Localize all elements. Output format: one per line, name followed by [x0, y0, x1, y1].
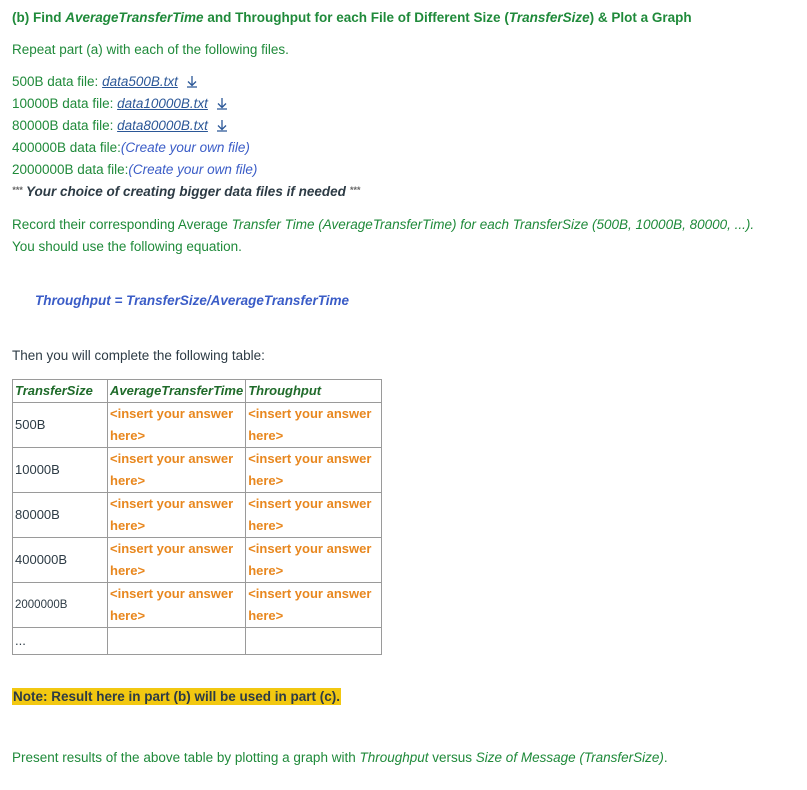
present-e: .	[663, 750, 668, 765]
file-item-80000b	[12, 118, 228, 133]
table-row	[13, 538, 382, 583]
heading-suffix: ) & Plot a Graph	[589, 10, 692, 25]
heading-term-avg: AverageTransferTime	[65, 10, 204, 25]
download-link-data10000b[interactable]: data10000B.txt	[117, 96, 208, 111]
cell-avg: <insert your answer here>	[108, 493, 246, 538]
download-icon[interactable]	[216, 119, 228, 132]
cell-throughput: <insert your answer here>	[246, 583, 382, 628]
cell-empty	[246, 628, 382, 655]
cell-size: 500B	[13, 403, 108, 448]
choice-line	[12, 184, 360, 199]
cell-throughput: <insert your answer here>	[246, 493, 382, 538]
file-item-2000000b	[12, 162, 257, 177]
file-label: 400000B data file:	[12, 140, 121, 155]
section-heading	[12, 10, 692, 25]
repeat-text: Repeat part (a) with each of the following files.	[12, 42, 289, 57]
cell-avg: <insert your answer here>	[108, 403, 246, 448]
cell-throughput: <insert your answer here>	[246, 403, 382, 448]
table-row	[13, 403, 382, 448]
heading-mid: and Throughput for each File of Different Size (	[203, 10, 509, 25]
download-icon[interactable]	[186, 75, 198, 88]
record-text-b: Transfer Time (AverageTransferTime) for each TransferSize (500B, 10000B, 80000, ...).	[231, 217, 755, 232]
download-link-data500b[interactable]: data500B.txt	[102, 74, 178, 89]
record-line-1	[12, 217, 754, 232]
cell-size: 400000B	[13, 538, 108, 583]
throughput-equation: Throughput = TransferSize/AverageTransferTime	[35, 293, 349, 308]
cell-avg: <insert your answer here>	[108, 448, 246, 493]
record-line-2: You should use the following equation.	[12, 239, 242, 254]
file-label: 2000000B data file:	[12, 162, 129, 177]
table-row	[13, 628, 382, 655]
header-throughput: Throughput	[246, 380, 382, 403]
file-item-400000b	[12, 140, 250, 155]
table-row	[13, 493, 382, 538]
table-row	[13, 583, 382, 628]
download-icon[interactable]	[216, 97, 228, 110]
cell-size: 2000000B	[13, 583, 108, 628]
heading-prefix: (b) Find	[12, 10, 66, 25]
cell-throughput: <insert your answer here>	[246, 538, 382, 583]
present-c: versus	[428, 750, 476, 765]
table-header-row	[13, 380, 382, 403]
heading-term-size: TransferSize	[508, 10, 590, 25]
download-link-data80000b[interactable]: data80000B.txt	[117, 118, 208, 133]
cell-size: 10000B	[13, 448, 108, 493]
create-own-note: (Create your own file)	[120, 140, 250, 155]
present-d: Size of Message (TransferSize)	[475, 750, 664, 765]
file-label: 10000B data file:	[12, 96, 118, 111]
cell-ellipsis: ...	[13, 628, 108, 655]
choice-text: Your choice of creating bigger data files if needed	[22, 184, 350, 199]
file-item-10000b	[12, 96, 228, 111]
cell-throughput: <insert your answer here>	[246, 448, 382, 493]
cell-avg: <insert your answer here>	[108, 583, 246, 628]
present-a: Present results of the above table by plotting a graph with	[12, 750, 360, 765]
results-table	[12, 379, 382, 655]
stars-left: ***	[12, 185, 23, 195]
header-avg-transfer-time: AverageTransferTime	[108, 380, 246, 403]
table-row	[13, 448, 382, 493]
then-text: Then you will complete the following table:	[12, 348, 265, 363]
cell-size: 80000B	[13, 493, 108, 538]
present-text	[12, 750, 668, 765]
file-label: 80000B data file:	[12, 118, 118, 133]
file-item-500b	[12, 74, 198, 89]
stars-right: ***	[349, 185, 361, 195]
create-own-note: (Create your own file)	[128, 162, 258, 177]
record-text-a: Record their corresponding Average	[12, 217, 232, 232]
note-highlight: Note: Result here in part (b) will be used in part (c).	[13, 689, 341, 704]
header-transfer-size: TransferSize	[13, 380, 108, 403]
cell-avg: <insert your answer here>	[108, 538, 246, 583]
file-label: 500B data file:	[12, 74, 103, 89]
present-b: Throughput	[359, 750, 429, 765]
cell-empty	[108, 628, 246, 655]
